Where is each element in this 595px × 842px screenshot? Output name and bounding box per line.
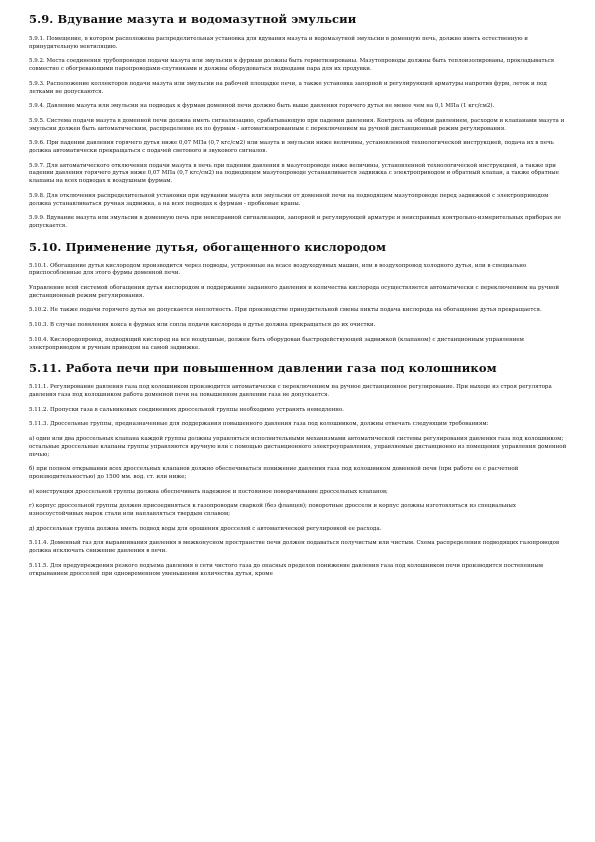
section-heading: 5.11. Работа печи при повышенном давлении газа под колошником: [29, 361, 497, 376]
paragraph: 5.11.2. Пропуски газа в сальниковых соединениях дроссельной группы необходимо устранять немедленно.: [29, 406, 345, 413]
paragraph: 5.9.6. При падении давления горячего дутья ниже 0,07 МПа (0,7 кгс/см2) или мазута и эмульсии ниже величины, установленной технологической инструкцией, подача их в печь должна автоматически прекращаться с подачей светового и звукового сигналов.: [29, 140, 554, 155]
paragraph: 5.10.3. В случае появления кокса в фурмах или сопла подачи кислорода в дутье должна прекращаться до их очистки.: [29, 322, 376, 329]
paragraph: 5.11.5. Для предупреждения резкого подъема давления в сети чистого газа до опасных пределов понижение давления газа под колошником печи производится постепенным открыванием дросселей при одновременном уменьшении количества дутья, кроме: [29, 562, 544, 577]
paragraph: 5.9.3. Расположение коллекторов подачи мазута или эмульсии на рабочей площадке печи, а также установка запорной и регулирующей арматуры напротив фурм, леток и под летками не допускаются.: [29, 80, 547, 95]
paragraph: 5.11.3. Дроссельные группы, предназначенные для поддержания повышенного давления газа под колошником, должны отвечать следующим требованиям:: [29, 421, 489, 428]
paragraph: а) один или два дроссельных клапана каждой группы должны управляться исполнительными механизмами автоматической системы регулирования давления газа под колошником; остальные дроссельные клапаны группы управляются вручную или с помощью дистанционного электроуправления, управляемые дистанционно из помещения управления доменной печью;: [29, 436, 567, 458]
paragraph: 5.9.5. Система подачи мазута в доменной печи должна иметь сигнализацию, срабатывающую при падении давления. Контроль за общим давлением, расходом и клапанами мазута и эмульсии должен быть автоматическим, распределение их по фурмам - автоматизированным с переключением на ручной дистанционный режим регулирования.: [29, 117, 565, 132]
paragraph: б) при полном открывании всех дроссельных клапанов должно обеспечиваться понижение давления газа под колошником доменной печи (при работе ее с расчетной производительностью) до 1500 мм. вод. ст. или ниже;: [29, 466, 519, 480]
paragraph: г) корпус дроссельной группы должен присоединяться к газопроводам сваркой (без фланцев); поворотные дроссели и корпус должны изготовляться из специальных износоустойчивых марок стали или наплавляться твердым сплавом;: [29, 503, 517, 518]
paragraph: 5.9.8. Для отключения распределительной установки при вдувании мазута или эмульсии от доменной печи на подводящем мазутопроводе перед задвижкой с электроприводом должна устанавливаться ручная задвижка, а на всех подводах к фурмам - пробковые краны.: [29, 192, 549, 207]
paragraph: 5.10.1. Обогащение дутья кислородом производится через подводы, устроенные на всасе воздуходувных машин, или в воздухопровод холодного дутья, или в специально приспособленные для этого фурмы доменной печи.: [29, 262, 527, 277]
section-heading: 5.10. Применение дутья, обогащенного кислородом: [29, 239, 387, 254]
paragraph: 5.9.2. Места соединения трубопроводов подачи мазута или эмульсии к фурмам должны быть герметизированы. Мазутопроводы должны быть теплоизолированы, прокладываться совместно с обогревающими паропроводами-спутниками и должны оборудоваться подводами пара для их продувки.: [29, 58, 555, 73]
paragraph: Управление всей системой обогащения дутья кислородом и поддержание заданного давления и количества кислорода осуществляется автоматически с переключением на ручной дистанционный режим регулирования.: [29, 285, 559, 299]
paragraph: 5.11.4. Доменный газ для выравнивания давления в межконусном пространстве печи должен подаваться получистым или чистым. Схема распределения подводящих газопроводов должна исключать снижение давления в печи.: [29, 540, 560, 555]
paragraph: 5.9.7. Для автоматического отключения подачи мазута в печь при падении давления в мазутопроводе ниже величины, установленной технологической инструкцией, а также при падении давления горячего дутья ниже 0,07 МПа (0,7 кгс/см2) на подводящем мазутопроводе устанавливается задвижка с электроприводом и обратный клапан, а также обратные клапаны на всех подводах к воздушным фурмам.: [29, 162, 559, 185]
paragraph: 5.9.4. Давление мазута или эмульсии на подводах к фурмам доменной печи должно быть выше давления горячего дутья не менее чем на 0,1 МПа (1 кгс/см2).: [29, 103, 495, 110]
paragraph: 5.11.1. Регулирование давления газа под колошником производится автоматически с переключением на ручное дистанционное регулирование. При выходе из строя регулятора давления газа под колошником работа доменной печи на повышенном давлении газа не допускается.: [29, 384, 552, 398]
paragraph: в) конструкция дроссельной группы должна обеспечивать надежное и постоянное поворачивание дроссельных клапанов;: [29, 488, 388, 495]
section-heading: 5.9. Вдувание мазута и водомазутной эмульсии: [29, 12, 357, 26]
paragraph: 5.10.2. Не также подачи горячего дутья не допускается неплотность. При производстве принудительной смены пикты подача кислорода на обогащение дутья прекращается.: [29, 307, 542, 314]
paragraph: 5.9.1. Помещение, в котором расположена распределительная установка для вдувания мазута и водомазутной эмульсии в доменную печь, должно иметь естественную и принудительную вентиляцию.: [29, 36, 528, 50]
paragraph: 5.10.4. Кислородопровод, подводящий кислород на все воздушные, должен быть оборудован быстродействующей задвижкой (клапаном) с дистанционным управлением электроприводом и ручным приводом на самой задвижке.: [29, 336, 524, 351]
paragraph: 5.9.9. Вдувание мазута или эмульсии в доменную печь при неисправной сигнализации, запорной и регулирующей арматуре и неисправных контрольно-измерительных приборах не допускается.: [29, 215, 562, 229]
paragraph: д) дроссельная группа должна иметь подвод воды для орошения дросселей с автоматической регулировкой ее расхода.: [29, 525, 382, 532]
